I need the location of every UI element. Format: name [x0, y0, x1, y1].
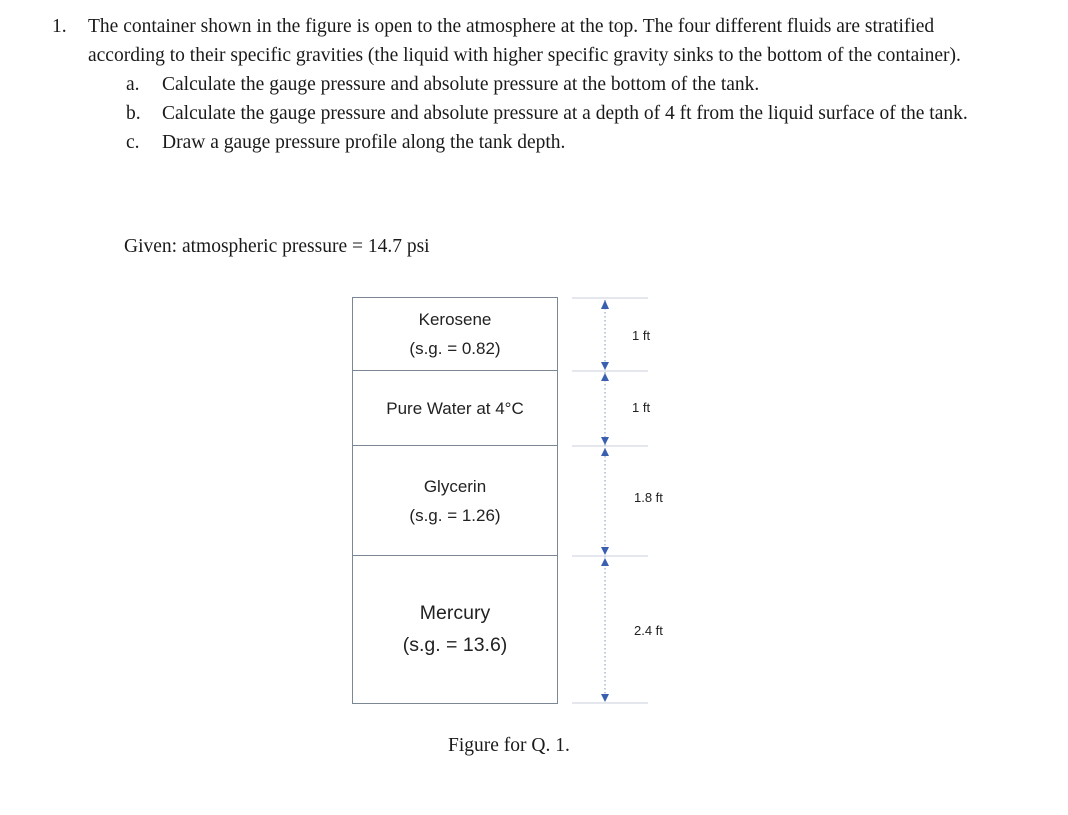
dimension-label-kerosene: 1 ft — [632, 328, 651, 343]
arrow-down-icon — [601, 437, 609, 445]
arrow-down-icon — [601, 547, 609, 555]
arrow-up-icon — [601, 448, 609, 456]
dimension-label-glycerin: 1.8 ft — [634, 490, 663, 505]
arrow-down-icon — [601, 362, 609, 370]
fluid-name: Glycerin — [423, 476, 487, 496]
dimension-label-water: 1 ft — [632, 400, 651, 415]
fluid-name: Pure Water at 4°C — [386, 398, 524, 418]
arrow-up-icon — [601, 373, 609, 381]
fluid-name: Kerosene — [418, 310, 492, 329]
fluid-specific-gravity: (s.g. = 0.82) — [409, 339, 501, 358]
part-text: Calculate the gauge pressure and absolute pressure at the bottom of the tank. — [162, 74, 760, 95]
figure-caption: Figure for Q. 1. — [448, 735, 570, 756]
part-text: Draw a gauge pressure profile along the tank depth. — [162, 132, 566, 153]
arrow-up-icon — [601, 300, 609, 309]
question-stem: The container shown in the figure is open to the atmosphere at the top. The four different fluids are stratified according to their specific gravities (the liquid with higher specific gravity sinks to the bottom of the container). — [88, 16, 961, 66]
arrow-up-icon — [601, 558, 609, 566]
part-letter: c. — [126, 132, 140, 153]
given-atmospheric-pressure: Given: atmospheric pressure = 14.7 psi — [124, 236, 430, 257]
arrow-down-icon — [601, 694, 609, 702]
part-text: Calculate the gauge pressure and absolute pressure at a depth of 4 ft from the liquid surface of the tank. — [162, 103, 968, 124]
dimension-label-mercury: 2.4 ft — [634, 623, 663, 638]
fluid-name: Mercury — [419, 602, 491, 624]
fluid-specific-gravity: (s.g. = 13.6) — [402, 634, 508, 656]
part-letter: a. — [126, 74, 140, 95]
question-number: 1. — [52, 16, 67, 37]
part-letter: b. — [126, 103, 141, 124]
fluid-specific-gravity: (s.g. = 1.26) — [409, 505, 501, 525]
